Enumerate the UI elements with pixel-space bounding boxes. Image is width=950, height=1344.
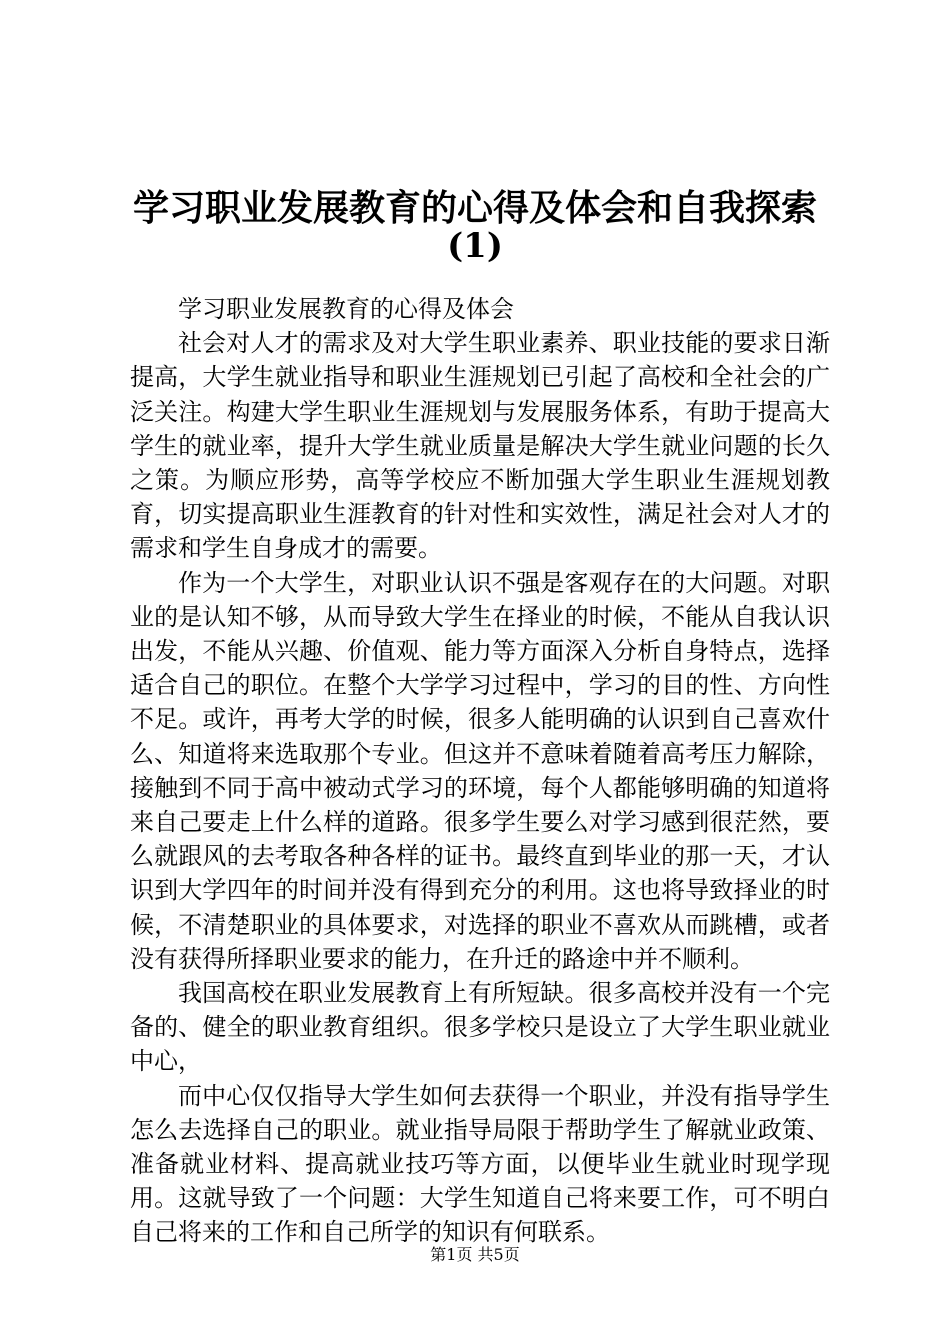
body-paragraph: 我国高校在职业发展教育上有所短缺。很多高校并没有一个完备的、健全的职业教育组织。很多学校只是设立了大学生职业就业中心，	[130, 979, 830, 1076]
page-number-footer: 第1页 共5页	[430, 1245, 520, 1264]
body-paragraph: 而中心仅仅指导大学生如何去获得一个职业，并没有指导学生怎么去选择自己的职业。就业指导局限于帮助学生了解就业政策、准备就业材料、提高就业技巧等方面，以便毕业生就业时现学现用。这就导致了一个问题：大学生知道自己将来要工作，可不明白自己将来的工作和自己所学的知识有何联系。	[130, 1081, 830, 1247]
document-body	[130, 292, 830, 1250]
subtitle-paragraph: 学习职业发展教育的心得及体会	[178, 295, 514, 323]
document-title: 学习职业发展教育的心得及体会和自我探索	[132, 187, 817, 229]
body-paragraph: 作为一个大学生，对职业认识不强是客观存在的大问题。对职业的是认知不够，从而导致大学生在择业的时候，不能从自我认识出发，不能从兴趣、价值观、能力等方面深入分析自身特点，选择适合自己的职位。在整个大学学习过程中，学习的目的性、方向性不足。或许，再考大学的时候，很多人能明确的认识到自己喜欢什么、知道将来选取那个专业。但这并不意味着随着高考压力解除，接触到不同于高中被动式学习的环境，每个人都能够明确的知道将来自己要走上什么样的道路。很多学生要么对学习感到很茫然，要么就跟风的去考取各种各样的证书。最终直到毕业的那一天，才认识到大学四年的时间并没有得到充分的利用。这也将导致择业的时候，不清楚职业的具体要求，对选择的职业不喜欢从而跳槽，或者没有获得所择职业要求的能力，在升迁的路途中并不顺利。	[130, 568, 830, 973]
document-title-suffix: (1)	[447, 226, 503, 266]
body-paragraph: 社会对人才的需求及对大学生职业素养、职业技能的要求日渐提高，大学生就业指导和职业生涯规划已引起了高校和全社会的广泛关注。构建大学生职业生涯规划与发展服务体系，有助于提高大学生的就业率，提升大学生就业质量是解决大学生就业问题的长久之策。为顺应形势，高等学校应不断加强大学生职业生涯规划教育，切实提高职业生涯教育的针对性和实效性，满足社会对人才的需求和学生自身成才的需要。	[130, 329, 830, 563]
